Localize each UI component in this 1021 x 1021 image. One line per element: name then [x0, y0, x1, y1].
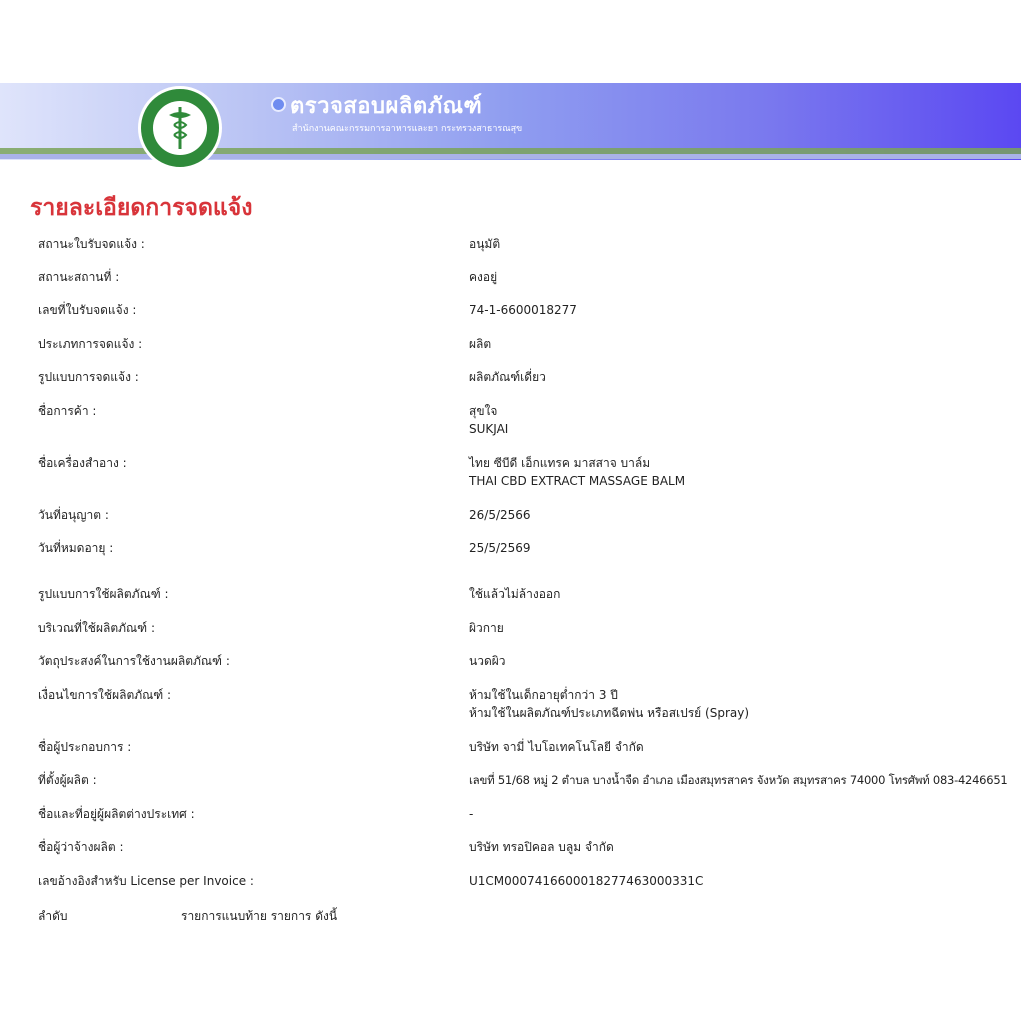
- field-value: ไทย ซีบีดี เอ็กแทรค มาสสาจ บาล์ม: [469, 456, 651, 470]
- field-value: 26/5/2566: [469, 508, 531, 522]
- field-label: เลขอ้างอิงสำหรับ License per Invoice :: [38, 874, 254, 888]
- field-value: บริษัท จามี่ ไบโอเทคโนโลยี จำกัด: [469, 740, 644, 754]
- field-value: ผิวกาย: [469, 621, 504, 635]
- field-label: เงื่อนไขการใช้ผลิตภัณฑ์ :: [38, 688, 172, 702]
- banner-subtitle: สำนักงานคณะกรรมการอาหารและยา กระทรวงสาธารณสุข: [292, 124, 523, 134]
- page-title: รายละเอียดการจดแจ้ง: [30, 195, 253, 221]
- field-label: ชื่อการค้า :: [38, 404, 97, 418]
- field-label: ชื่อเครื่องสำอาง :: [38, 456, 127, 470]
- field-label: สถานะใบรับจดแจ้ง :: [38, 237, 145, 251]
- field-label: สถานะสถานที่ :: [38, 270, 120, 284]
- bullet-dot-icon: [271, 97, 286, 112]
- field-label: ที่ตั้งผู้ผลิต :: [38, 773, 97, 787]
- field-value: บริษัท ทรอปิคอล บลูม จำกัด: [469, 840, 614, 854]
- column-order-label: ลำดับ: [38, 909, 68, 923]
- field-label: ประเภทการจดแจ้ง :: [38, 337, 143, 351]
- field-label: ชื่อและที่อยู่ผู้ผลิตต่างประเทศ :: [38, 807, 195, 821]
- field-label: เลขที่ใบรับจดแจ้ง :: [38, 303, 137, 317]
- field-label: วันที่หมดอายุ :: [38, 541, 114, 555]
- field-value: ใช้แล้วไม่ล้างออก: [469, 587, 561, 601]
- column-items-label: รายการแนบท้าย รายการ ดังนี้: [181, 909, 338, 923]
- field-value: U1CM0007416600018277463000331C: [469, 874, 704, 888]
- field-label: บริเวณที่ใช้ผลิตภัณฑ์ :: [38, 621, 155, 635]
- field-value: -: [469, 807, 474, 821]
- banner-title: ตรวจสอบผลิตภัณฑ์: [290, 94, 483, 119]
- field-label: ชื่อผู้ประกอบการ :: [38, 740, 132, 754]
- field-label: วันที่อนุญาต :: [38, 508, 109, 522]
- field-value: เลขที่ 51/68 หมู่ 2 ตำบล บางน้ำจืด อำเภอ เมืองสมุทรสาคร จังหวัด สมุทรสาคร 74000 โทรศัพท์ 083-4246651: [469, 773, 1008, 787]
- field-value: นวดผิว: [469, 654, 506, 668]
- field-value: คงอยู่: [469, 270, 498, 284]
- field-value-secondary: SUKJAI: [469, 422, 509, 436]
- field-value-secondary: THAI CBD EXTRACT MASSAGE BALM: [469, 474, 686, 488]
- field-value: อนุมัติ: [469, 237, 501, 251]
- field-value: 74-1-6600018277: [469, 303, 577, 317]
- field-label: ชื่อผู้ว่าจ้างผลิต :: [38, 840, 124, 854]
- field-label: รูปแบบการจดแจ้ง :: [38, 370, 139, 384]
- field-label: วัตถุประสงค์ในการใช้งานผลิตภัณฑ์ :: [38, 654, 230, 668]
- ministry-seal-logo: [138, 86, 222, 170]
- field-value: ผลิต: [469, 337, 492, 351]
- field-value-secondary: ห้ามใช้ในผลิตภัณฑ์ประเภทฉีดพ่น หรือสเปรย์ (Spray): [469, 706, 750, 720]
- field-value: ผลิตภัณฑ์เดี่ยว: [469, 370, 546, 384]
- field-value: 25/5/2569: [469, 541, 531, 555]
- field-label: รูปแบบการใช้ผลิตภัณฑ์ :: [38, 587, 169, 601]
- field-value: ห้ามใช้ในเด็กอายุต่ำกว่า 3 ปี: [469, 688, 618, 702]
- field-value: สุขใจ: [469, 404, 498, 418]
